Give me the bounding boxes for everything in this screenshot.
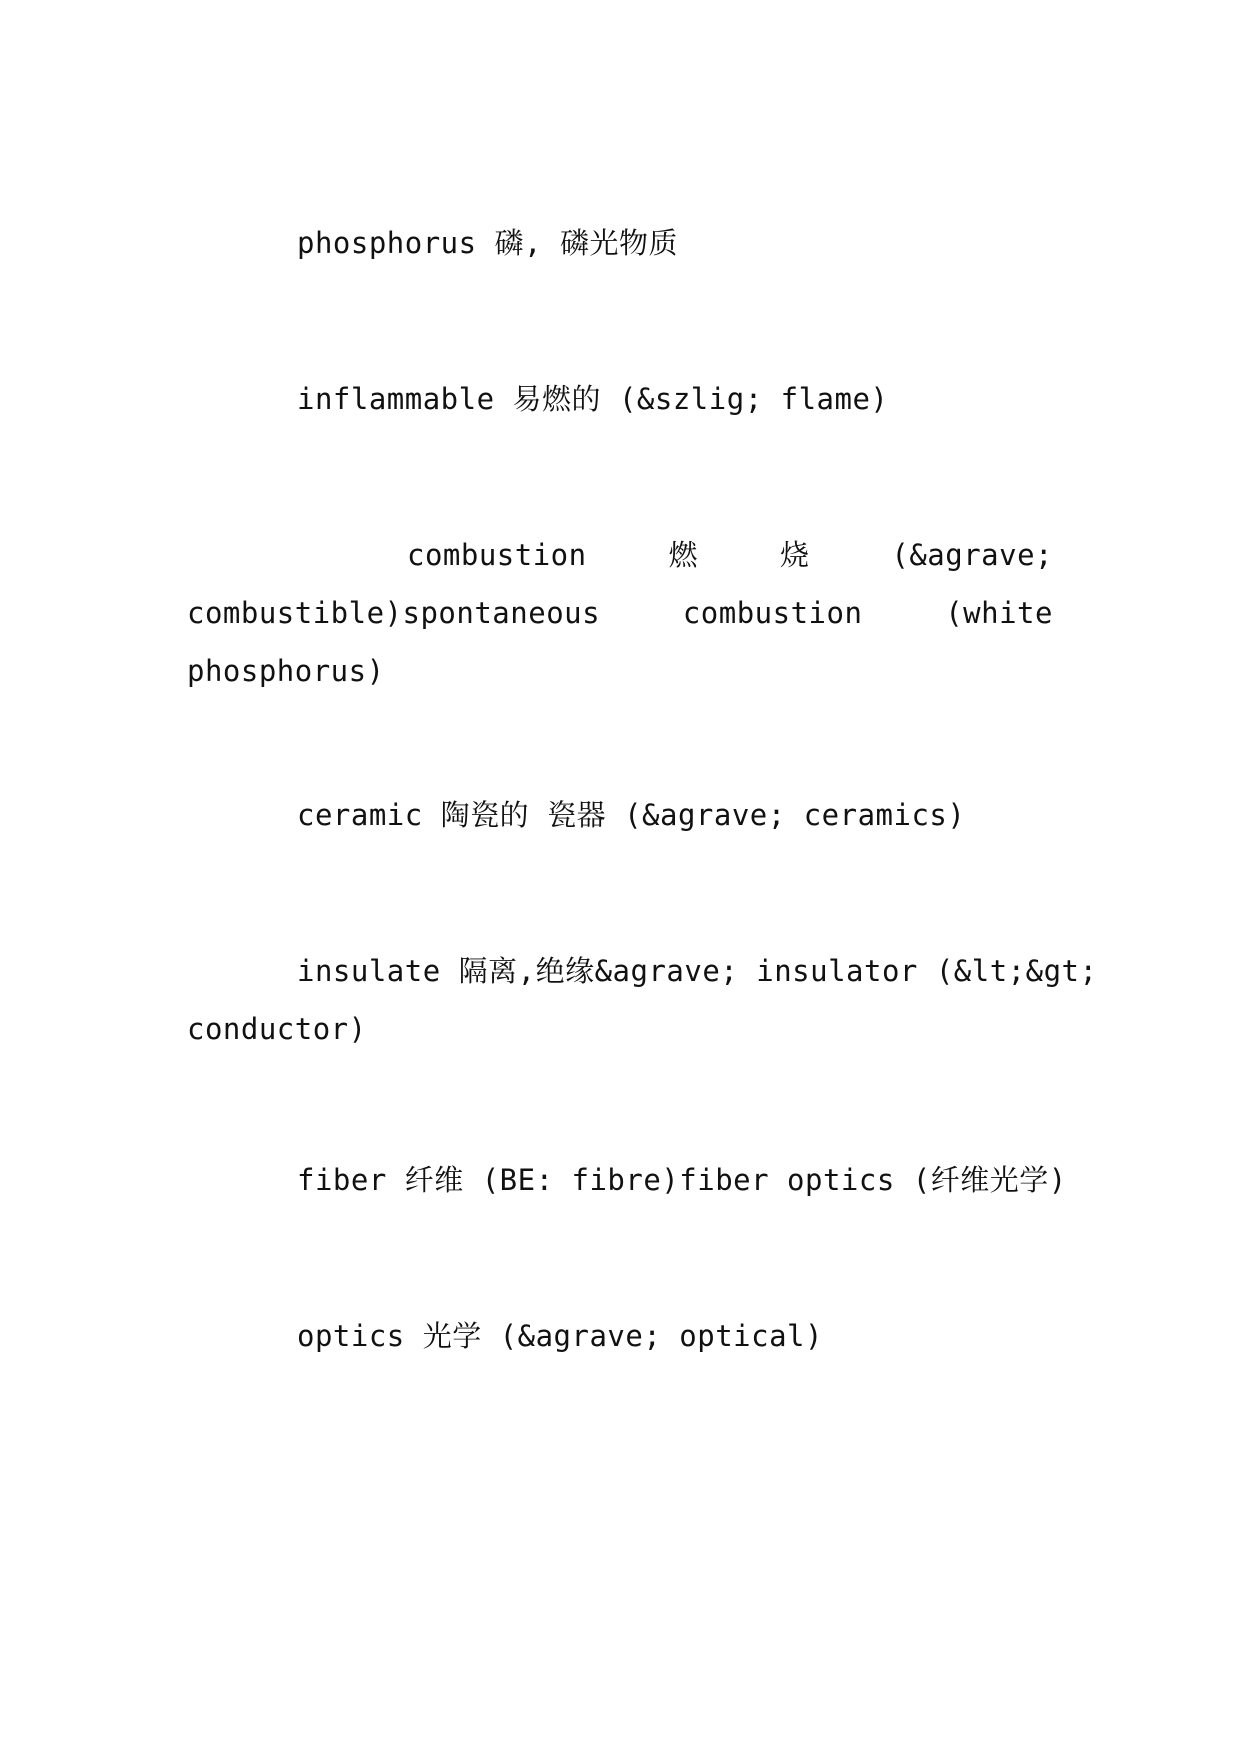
entry-text: conductor) bbox=[187, 1012, 367, 1046]
entry-word: (white bbox=[945, 596, 1053, 630]
entry-text: optics 光学 (&agrave; optical) bbox=[297, 1319, 823, 1353]
entry-text: phosphorus) bbox=[187, 654, 385, 688]
entry-text: ceramic 陶瓷的 瓷器 (&agrave; ceramics) bbox=[297, 798, 966, 832]
entry-text: inflammable 易燃的 (&szlig; flame) bbox=[297, 382, 889, 416]
entry-word: 烧 bbox=[779, 538, 810, 572]
entry-word: combustion bbox=[682, 596, 863, 630]
entry-line bbox=[187, 526, 1053, 584]
entry-word: combustible)spontaneous bbox=[187, 596, 601, 630]
entry-text: fiber 纤维 (BE: fibre)fiber optics (纤维光学) bbox=[297, 1163, 1067, 1197]
entry-text: phosphorus 磷, 磷光物质 bbox=[297, 226, 678, 260]
entry-text: insulate 隔离,绝缘&agrave; insulator (&lt;&gt; bbox=[297, 954, 1098, 988]
entry-word: combustion bbox=[407, 538, 587, 572]
entry-word: (&agrave; bbox=[891, 538, 1053, 572]
entry-ceramic bbox=[187, 786, 1053, 844]
entry-optics bbox=[187, 1307, 1053, 1365]
entry-insulate bbox=[187, 942, 1098, 1058]
entry-phosphorus bbox=[187, 214, 1053, 272]
entry-fiber bbox=[187, 1151, 1067, 1209]
entry-word: 燃 bbox=[668, 538, 699, 572]
entry-line bbox=[187, 584, 1053, 642]
entry-inflammable bbox=[187, 370, 1053, 428]
entry-combustion bbox=[187, 526, 1053, 700]
